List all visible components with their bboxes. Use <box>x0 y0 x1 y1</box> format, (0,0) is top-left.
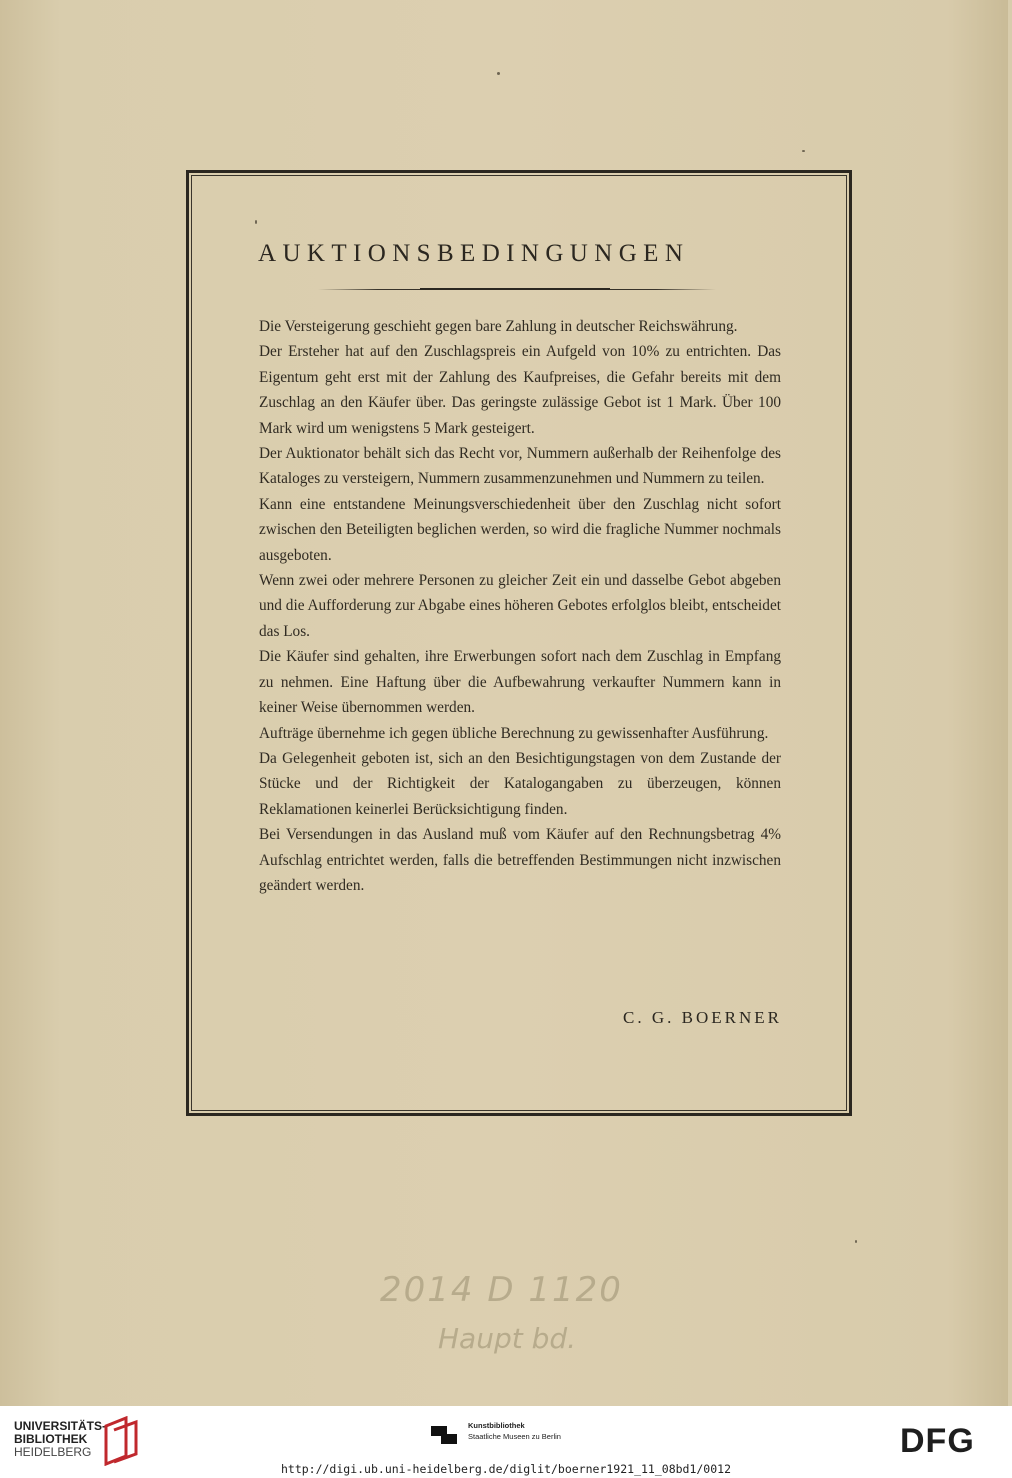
dfg-logo[interactable]: DFG <box>900 1422 975 1460</box>
paragraph: Aufträge übernehme ich gegen übliche Berechnung zu gewissenhafter Ausführung. <box>259 724 769 742</box>
kunstbibliothek-label[interactable] <box>468 1420 561 1442</box>
paragraph: Der Auktionator behält sich das Recht vor, Nummern außerhalb der Reihenfolge des Kataloges zu versteigern, Nummern zusammenzunehmen und Nummern zu teilen. <box>259 445 781 488</box>
ub-heidelberg-logo-text[interactable] <box>14 1420 106 1459</box>
page-title: AUKTIONSBEDINGUNGEN <box>258 240 690 267</box>
ub-line: HEIDELBERG <box>14 1445 92 1459</box>
conditions-text <box>259 314 781 898</box>
ub-logo-icon <box>102 1416 140 1466</box>
source-url[interactable]: http://digi.ub.uni-heidelberg.de/diglit/boerner1921_11_08bd1/0012 <box>280 1462 732 1476</box>
paragraph: Die Käufer sind gehalten, ihre Erwerbungen sofort nach dem Zuschlag in Empfang zu nehmen. Eine Haftung über die Aufbewahrung verkaufter Nummern kann in keiner Weise übernommen werden. <box>259 648 781 717</box>
paragraph: Wenn zwei oder mehrere Personen zu gleicher Zeit ein und dasselbe Gebot abgeben und die Aufforderung zur Abgabe eines höheren Gebotes erfolglos bleibt, entscheidet das Los. <box>259 572 781 640</box>
ub-line: UNIVERSITÄTS- <box>14 1419 107 1433</box>
kb-subtitle: Staatliche Museen zu Berlin <box>468 1432 561 1441</box>
paper-speck <box>497 72 500 75</box>
paper-speck <box>802 150 805 152</box>
footer-bar <box>0 1406 1012 1478</box>
paragraph: Kann eine entstandene Meinungsverschiedenheit über den Zuschlag nicht sofort zwischen den Beteiligten beglichen werden, so wird die fragliche Nummer nochmals ausgeboten. <box>259 495 781 564</box>
handwritten-shelfmark <box>380 1270 623 1355</box>
paragraph: Der Ersteher hat auf den Zuschlagspreis ein Aufgeld von 10% zu entrichten. Das Eigentum geht erst mit der Zahlung des Kaufpreises, die Gefahr bereits mit dem Zuschlag an den Käufer über. Das geringste zulässige Gebot ist 1 Mark. Über 100 Mark wird um wenigstens 5 Mark gesteigert. <box>259 343 781 437</box>
paragraph: Da Gelegenheit geboten ist, sich an den Besichtigungstagen von dem Zustande der Stücke und der Richtigkeit der Katalogangaben zu überzeugen, können Reklamationen keinerlei Berücksichtigung finden. <box>259 749 781 818</box>
kunstbibliothek-logo-icon <box>431 1422 457 1448</box>
signature: C. G. BOERNER <box>623 1008 782 1027</box>
shelfmark-note: Haupt bd. <box>438 1322 577 1355</box>
paragraph: Die Versteigerung geschieht gegen bare Zahlung in deutscher Reichswährung. <box>259 318 738 335</box>
ub-line: BIBLIOTHEK <box>14 1432 88 1446</box>
kb-name: Kunstbibliothek <box>468 1421 525 1430</box>
shelfmark-line: 2014 D 1120 <box>380 1270 623 1310</box>
paragraph: Bei Versendungen in das Ausland muß vom Käufer auf den Rechnungsbetrag 4% Aufschlag entrichtet werden, falls die betreffenden Bestimmungen nicht inzwischen geändert werden. <box>259 826 781 894</box>
paper-speck <box>855 1240 857 1243</box>
title-rule-center <box>420 288 610 290</box>
